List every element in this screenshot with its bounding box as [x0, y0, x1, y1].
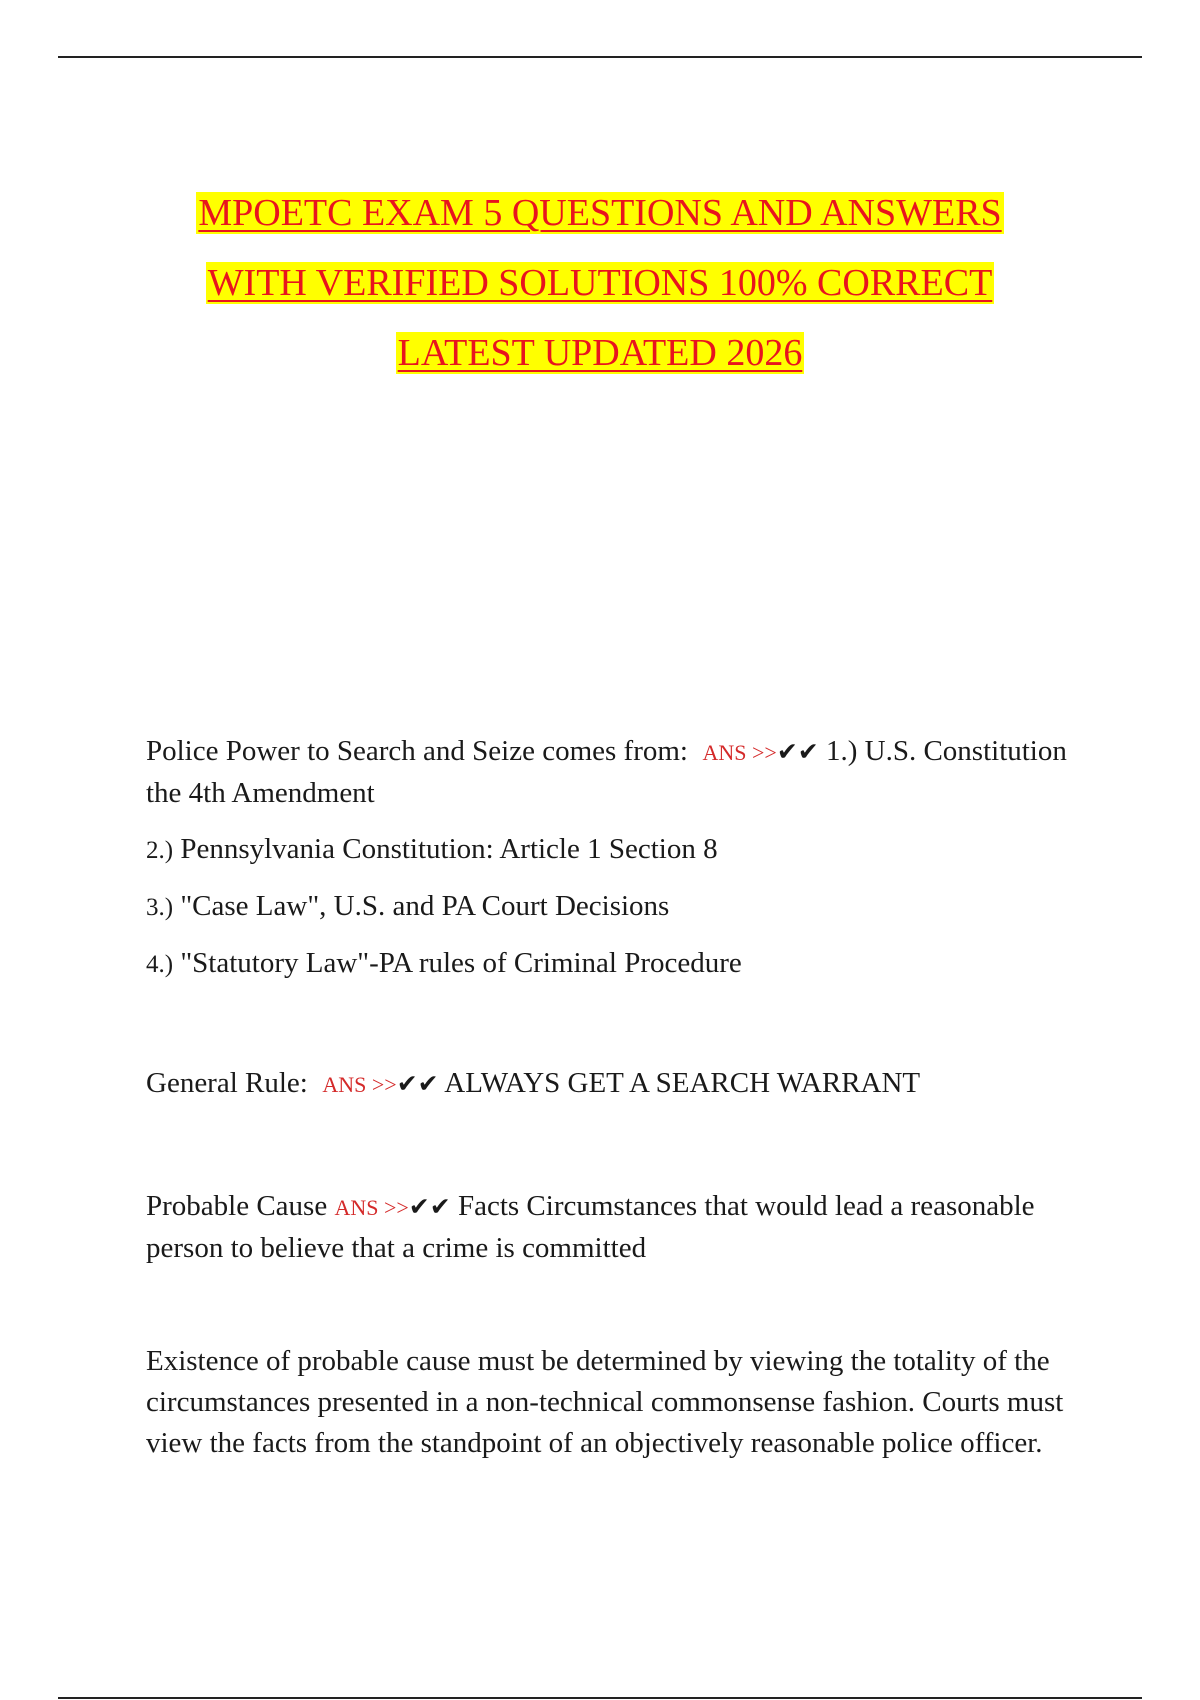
- answer-marker: ANS >>: [334, 1195, 409, 1220]
- qa-item-general-rule: [146, 1063, 1096, 1105]
- question-text: Police Power to Search and Seize comes from:: [146, 735, 688, 767]
- list-item: 4.) "Statutory Law"-PA rules of Criminal Procedure: [146, 947, 742, 979]
- title-line: MPOETC EXAM 5 QUESTIONS AND ANSWERS: [198, 192, 1002, 234]
- list-item: 3.) "Case Law", U.S. and PA Court Decisions: [146, 890, 670, 922]
- answer-list: [146, 829, 1096, 985]
- list-item: 2.) Pennsylvania Constitution: Article 1 Section 8: [146, 833, 718, 865]
- qa-question-answer: [146, 731, 1096, 814]
- document-title: [0, 178, 1200, 388]
- answer-text: Facts Circumstances that would lead a reasonable person to believe that a crime is committed: [146, 1190, 1035, 1264]
- bottom-rule: [58, 1697, 1142, 1699]
- title-line: WITH VERIFIED SOLUTIONS 100% CORRECT: [207, 262, 993, 304]
- answer-text: 1.) U.S. Constitution the 4th Amendment: [146, 735, 1067, 809]
- answer-marker: ANS >>: [702, 740, 777, 765]
- double-check-icon: ✔✔: [396, 1069, 439, 1098]
- question-text: Probable Cause: [146, 1190, 328, 1222]
- qa-item-search-seize: [146, 731, 1096, 985]
- answer-marker: ANS >>: [322, 1072, 397, 1097]
- title-line: LATEST UPDATED 2026: [397, 332, 803, 374]
- double-check-icon: ✔✔: [408, 1192, 451, 1221]
- body-paragraph: Existence of probable cause must be determined by viewing the totality of the circumstances presented in a non-technical commonsense fashion. Courts must view the facts from the standpoint of an objectively reasonable police officer.: [146, 1345, 1064, 1459]
- qa-item-probable-cause: [146, 1186, 1096, 1269]
- answer-text: ALWAYS GET A SEARCH WARRANT: [444, 1067, 921, 1099]
- double-check-icon: ✔✔: [776, 737, 819, 766]
- top-rule: [58, 56, 1142, 58]
- question-text: General Rule:: [146, 1067, 308, 1099]
